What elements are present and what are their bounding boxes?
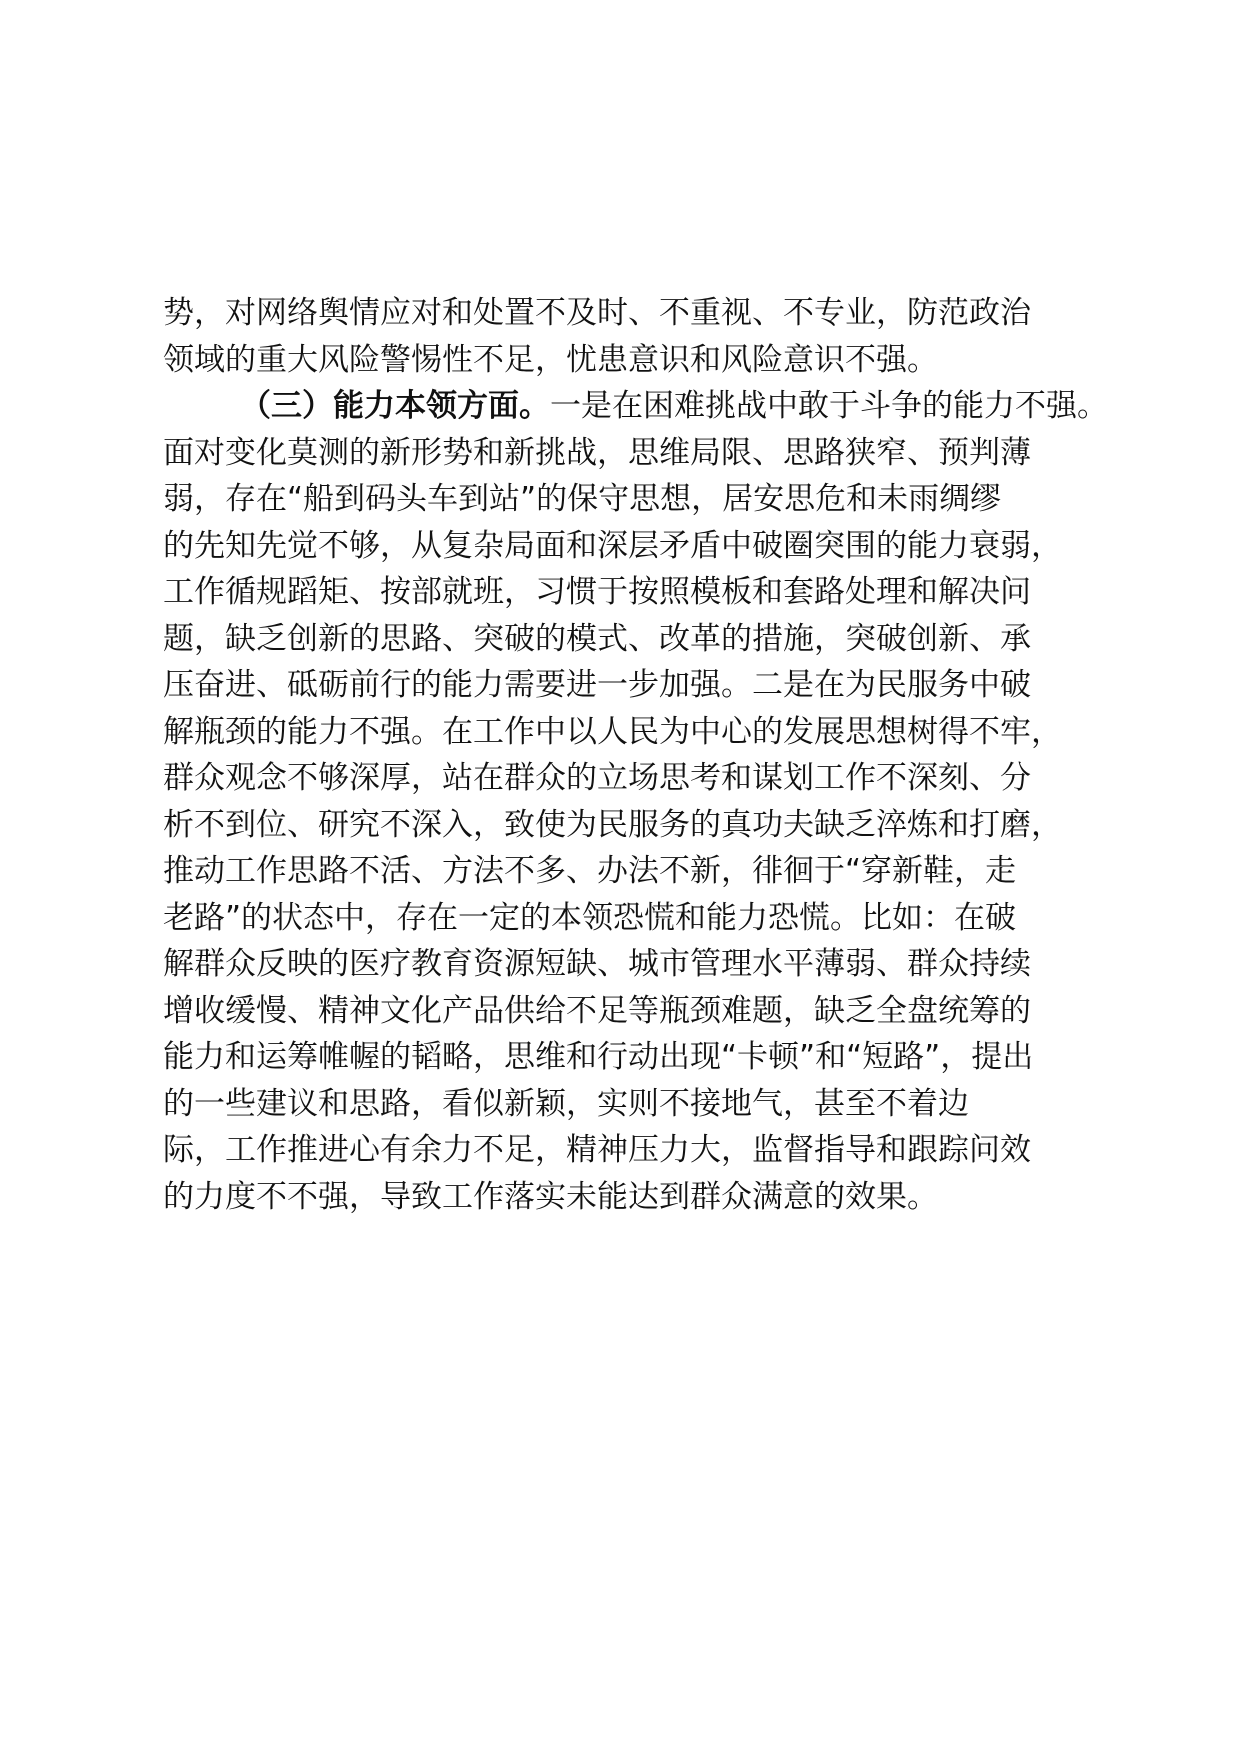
text-line: 群众观念不够深厚，站在群众的立场思考和谋划工作不深刻、分 <box>163 760 1031 796</box>
text-line: 能力和运筹帷幄的韬略，思维和行动出现“卡顿”和“短路”，提出 <box>163 1039 1034 1075</box>
text-line: 的力度不不强，导致工作落实未能达到群众满意的效果。 <box>163 1178 938 1215</box>
text-line: 解群众反映的医疗教育资源短缺、城市管理水平薄弱、群众持续 <box>163 946 1031 982</box>
text-line: 的一些建议和思路，看似新颖，实则不接地气，甚至不着边 <box>163 1085 969 1122</box>
section-heading: （三）能力本领方面。 <box>240 388 550 424</box>
text-line: 领域的重大风险警惕性不足，忧患意识和风险意识不强。 <box>163 341 938 378</box>
text-line: 压奋进、砥砺前行的能力需要进一步加强。二是在为民服务中破 <box>163 667 1031 703</box>
text-line: 面对变化莫测的新形势和新挑战，思维局限、思路狭窄、预判薄 <box>163 434 1031 471</box>
text-line: 增收缓慢、精神文化产品供给不足等瓶颈难题，缺乏全盘统筹的 <box>163 992 1031 1029</box>
section-heading-line <box>163 383 1123 430</box>
text-line: 推动工作思路不活、方法不多、办法不新，徘徊于“穿新鞋，走 <box>163 853 1017 889</box>
text-line: 势，对网络舆情应对和处置不及时、不重视、不专业，防范政治 <box>163 295 1031 331</box>
text-line: 解瓶颈的能力不强。在工作中以人民为中心的发展思想树得不牢， <box>163 713 1062 750</box>
text-line: 际，工作推进心有余力不足，精神压力大，监督指导和跟踪问效 <box>163 1132 1031 1168</box>
text-line: 的先知先觉不够，从复杂局面和深层矛盾中破圈突围的能力衰弱， <box>163 527 1062 564</box>
text-line: 工作循规蹈矩、按部就班，习惯于按照模板和套路处理和解决问 <box>163 574 1031 610</box>
text-line: 题，缺乏创新的思路、突破的模式、改革的措施，突破创新、承 <box>163 620 1031 657</box>
text-line: 老路”的状态中，存在一定的本领恐慌和能力恐慌。比如：在破 <box>163 899 1017 936</box>
section-heading-text: 一是在困难挑战中敢于斗争的能力不强。 <box>550 388 1108 424</box>
text-line: 弱，存在“船到码头车到站”的保守思想，居安思危和未雨绸缪 <box>163 481 1002 517</box>
body-text <box>163 290 1123 1220</box>
text-line: 析不到位、研究不深入，致使为民服务的真功夫缺乏淬炼和打磨， <box>163 806 1062 843</box>
